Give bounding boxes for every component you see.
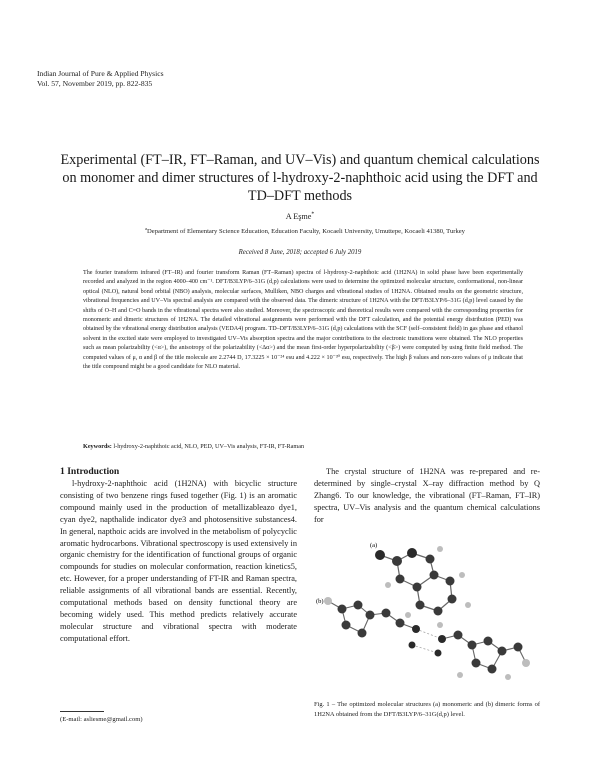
- monomer-structure: [380, 553, 452, 611]
- section-heading: 1 Introduction: [60, 466, 120, 477]
- intro-column-right: The crystal structure of 1H2NA was re-prepared and re-determined by single–crystal X–ray diffraction method by Q Zhang6. To our knowledge, the vibrational (FT–Raman, FT–IR) spectra, UV–Vis analysis and the quantum chemical calculations for: [314, 467, 540, 524]
- molecule-figure: [312, 535, 542, 695]
- paper-title: Experimental (FT–IR, FT–Raman, and UV–Vis) and quantum chemical calculations on monomer and dimer structures of l-hydroxy-2-naphthoic acid using the DFT and TD–DFT methods: [60, 152, 540, 204]
- affiliation-mark: a: [145, 225, 148, 231]
- intro-column-left: l-hydroxy-2-naphthoic acid (1H2NA) with bicyclic structure consisting of two benzene rings fused together (Fig. 1) is an aromatic compound mainly used in the production of metallizableazo dye1, cyan dye2, napthalide indicator dye3 and photosensitive substances4. In general, napthoic acids are involved in the metabolism of polycyclic aromatic hydrocarbons. Vibrational spectroscopy is used extensively in organic chemistry for the identification of functional groups of organic compounds for studies on molecular conformation, reaction kinetics5, etc. However, for a proper understanding of FT-IR and Raman spectra, reliable assignments of all vibrational bands are essential. Recently, computational methods based on density functional theory are becoming widely used. This method predicts relatively accurate molecular structure and vibrational spectra with moderate computational effort.: [60, 479, 297, 643]
- affiliation: [70, 225, 540, 235]
- keywords-label: Keywords:: [83, 443, 112, 450]
- figure-label-b: (b): [316, 598, 324, 605]
- journal-name: Indian Journal of Pure & Applied Physics: [37, 69, 164, 78]
- dimer-structure: [328, 601, 526, 669]
- abstract: The fourier transform infrared (FT–IR) and fourier transform Raman (FT–Raman) spectra of l-hydroxy-2-naphthoic acid (1H2NA) in solid phase have been experimentally recorded and analyzed in the region 4000–400 cm⁻¹. DFT/B3LYP/6–31G (d,p) calculations were used to determine the optimized molecular structure, conformational, non-linear optical (NLO), natural bond orbital (NBO) analysis, molecular surfaces, Mulliken, NBO charges and vibrational studies of 1H2NA. Obtained results on the geometric structure, vibrational frequencies and UV–Vis spectral analysis are compared with the observed data. The dimeric structure of 1H2NA with the DFT/B3LYP/6–31G (d,p) level caused by the shifts of O–H and C=O bands in the vibrational spectra were also studied. Moreover, the spectroscopic and theoretical results were compared with the corresponding properties for monomeric and dimeric structures of 1H2NA. The detailed vibrational assignments were performed with the DFT calculation, and the potential energy distribution (PED) was obtained by the vibrational energy distribution analysis (VEDA4) program. TD–DFT/B3LYP/6–31G (d,p) calculations with the SCF (self–consistent field) in gas phase and ethanol solvent in the excited state were employed to investigated UV–Vis absorption spectra and the major contributions to the electronic transitions were obtained. The NLO properties such as mean polarizability (<α>), the anisotropy of the polarizability (<Δα>) and the mean first-order hyperpolarizability (<β>) were computed by using finite field method. The computed values of μ, α and β of the title molecule are 2.2744 D, 17.3225 × 10⁻²⁴ esu and 4.222 × 10⁻³⁰ esu, respectively. The high β values and non-zero values of μ indicate that the title compound might be a good candidate for NLO material.: [83, 270, 523, 371]
- journal-volume: Vol. 57, November 2019, pp. 822-835: [37, 79, 153, 88]
- affiliation-text: Department of Elementary Science Education, Education Faculty, Kocaeli University, Umuttepe, Kocaeli 41380, Turkey: [147, 228, 465, 235]
- author-mark: *: [311, 211, 315, 218]
- author-name: A Eşme: [285, 212, 312, 221]
- figure-caption: Fig. 1 – The optimized molecular structures (a) monomeric and (b) dimeric forms of 1H2NA obtained from the DFT/B3LYP/6–31G(d,p) level.: [314, 701, 540, 718]
- keywords-text: l-hydroxy-2-naphthoic acid, NLO, PED, UV–Vis analysis, FT-IR, FT-Raman: [113, 443, 305, 450]
- journal-header: [37, 69, 164, 89]
- keywords: [83, 443, 523, 450]
- figure-label-a: (a): [370, 542, 378, 549]
- received-dates: Received 8 June, 2018; accepted 6 July 2019: [238, 249, 362, 256]
- dimer-atoms: [324, 597, 530, 680]
- author: [0, 212, 600, 221]
- footnote-email: (E-mail: asliesme@gmail.com): [60, 716, 143, 723]
- footnote-divider: [60, 711, 104, 712]
